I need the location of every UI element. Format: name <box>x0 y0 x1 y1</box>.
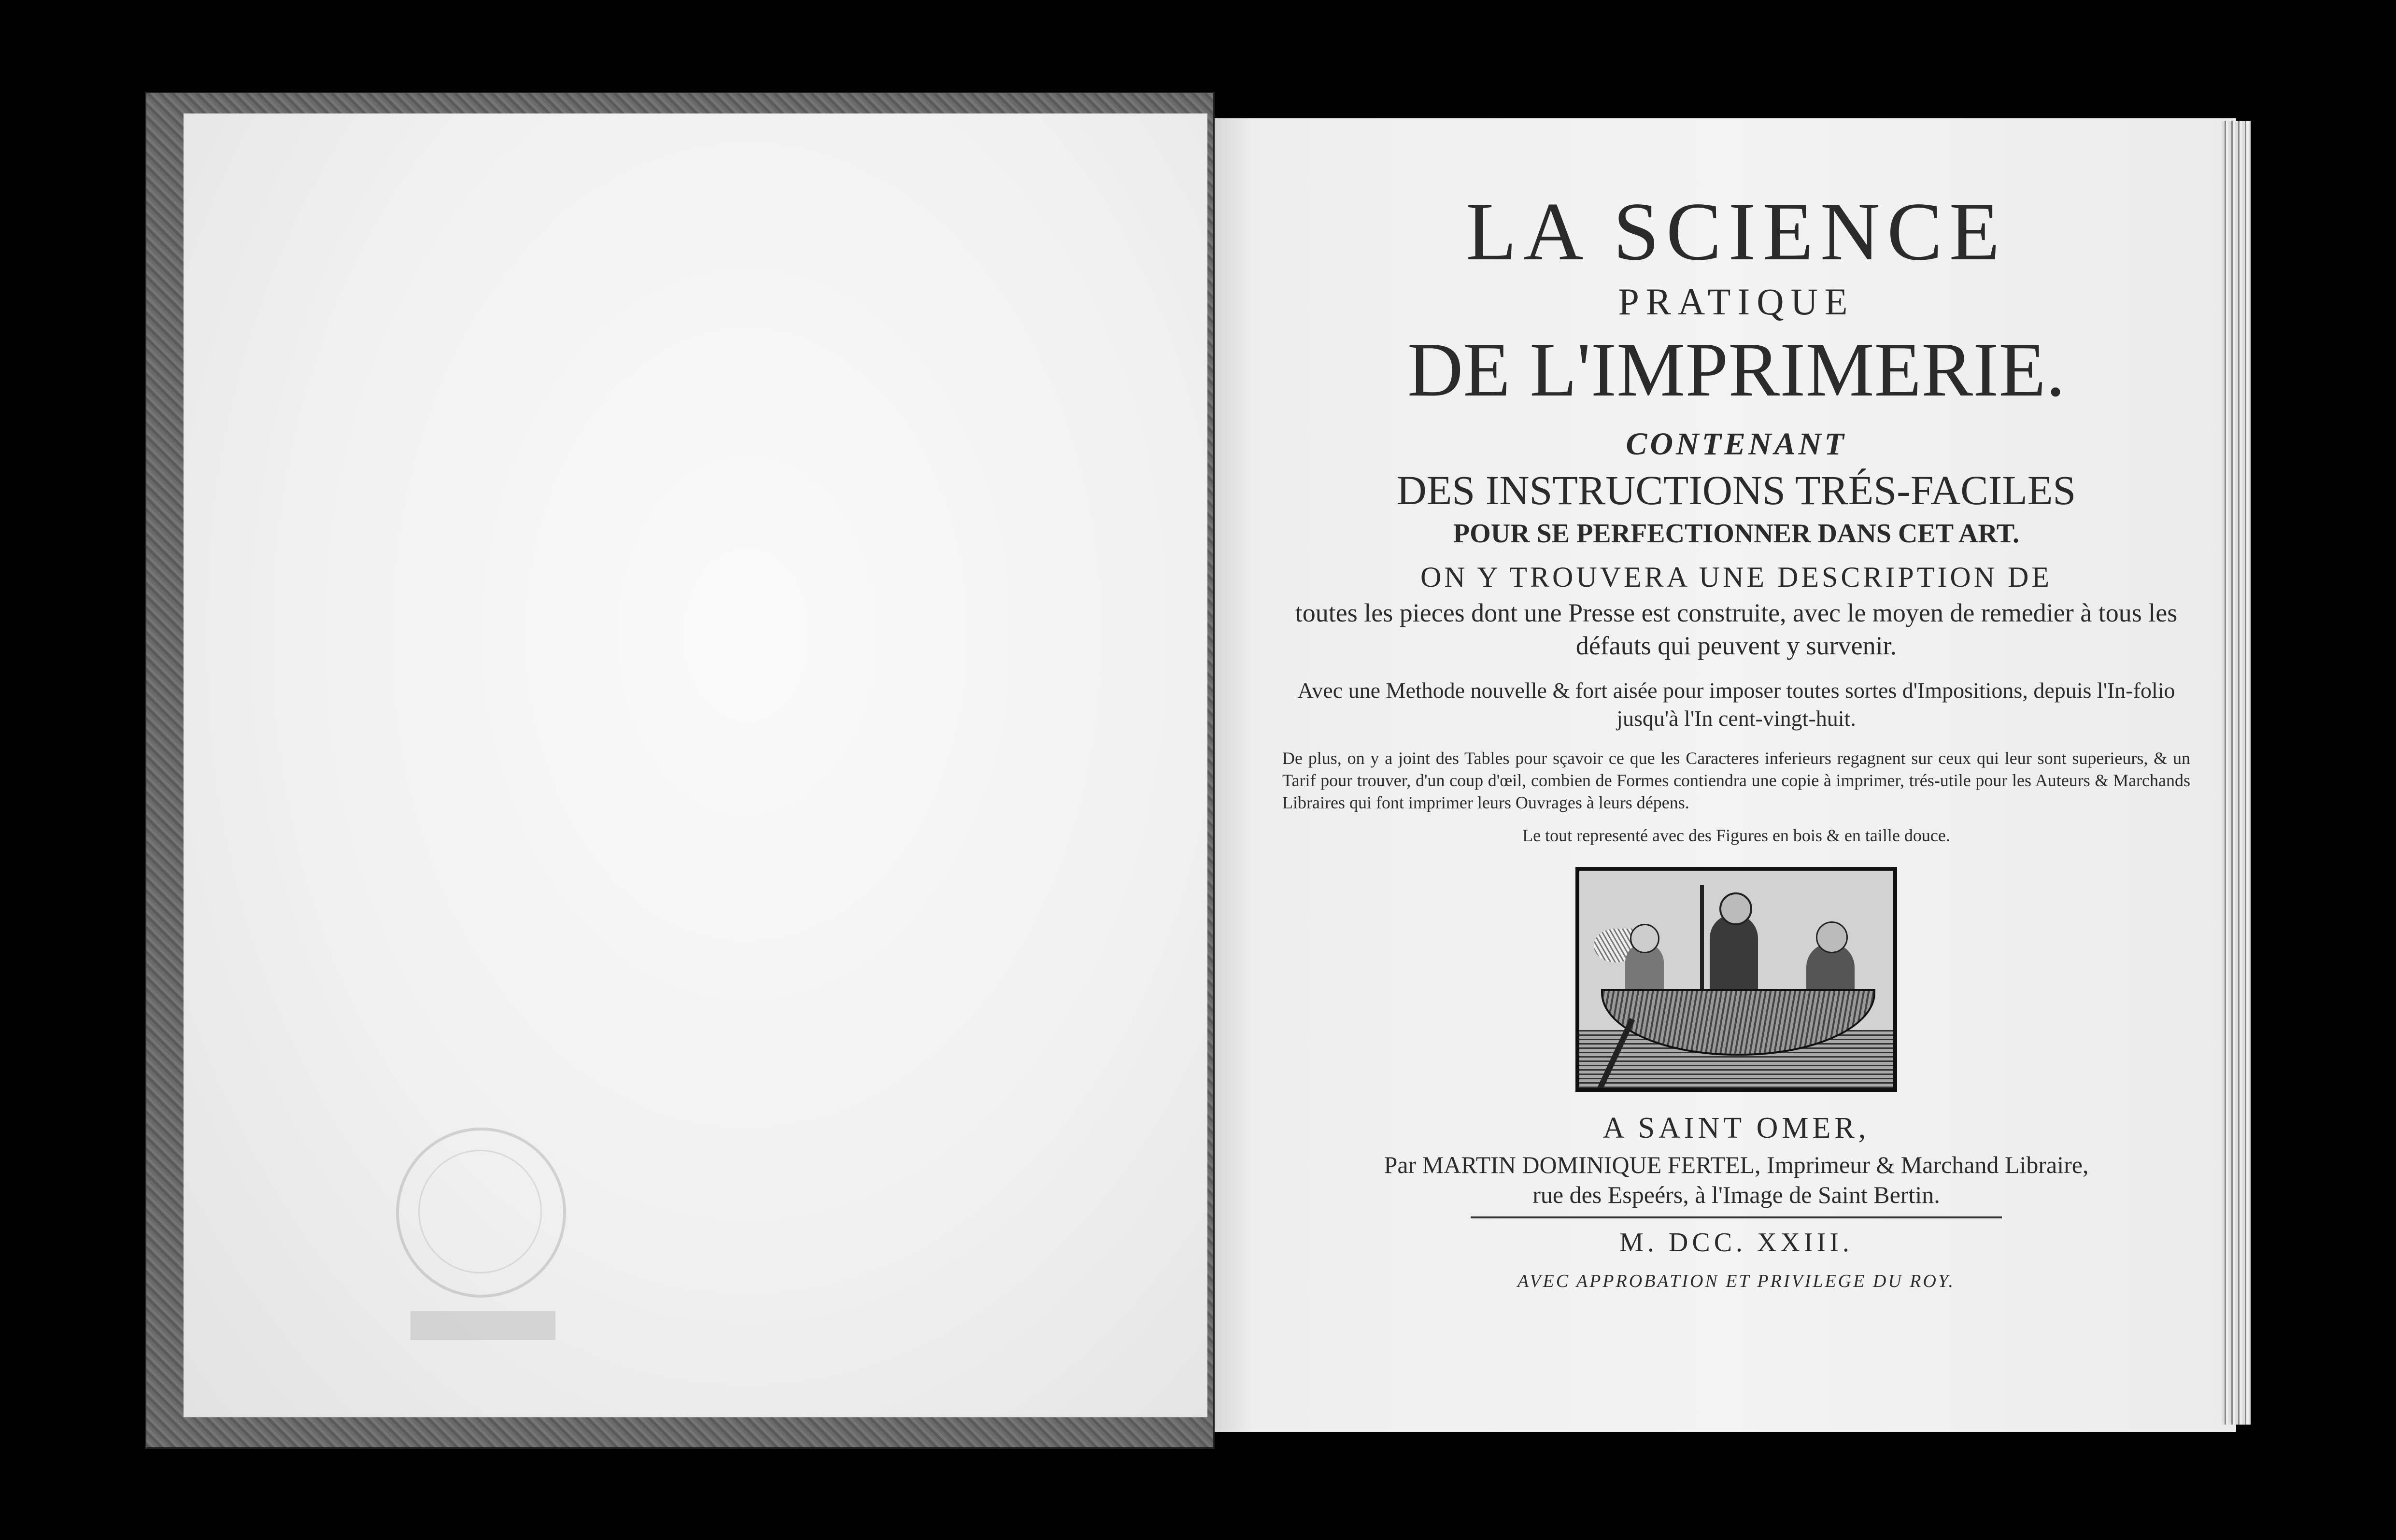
imprint-date: M. DCC. XXIII. <box>1619 1228 1853 1257</box>
woodcut-illustration <box>1575 867 1897 1092</box>
imprint-place: A SAINT OMER, <box>1602 1112 1870 1144</box>
shelfmark-label <box>411 1311 555 1340</box>
page-edges <box>2222 121 2251 1425</box>
title-line-3: DE L'IMPRIMERIE. <box>1407 326 2066 412</box>
title-block <box>1282 186 2190 1296</box>
woodcut-angel-head <box>1630 924 1659 953</box>
description-text: toutes les pieces dont une Presse est construite, avec le moyen de remedier à tous les défauts qui peuvent y survenir. <box>1295 598 2178 660</box>
library-stamp-inner-ring <box>418 1150 542 1273</box>
woodcut-monk-head <box>1816 921 1848 953</box>
methode-text: Avec une Methode nouvelle & fort aisée pour imposer toutes sortes d'Impositions, depuis l'In-folio jusqu'à l'In cent-vingt-huit. <box>1297 678 2175 731</box>
subtitle-instructions: DES INSTRUCTIONS TRÉS-FACILES <box>1396 467 2076 513</box>
library-stamp <box>396 1128 566 1298</box>
subtitle-contenant: CONTENANT <box>1626 426 1847 462</box>
open-book <box>145 92 2255 1449</box>
imprint-address: rue des Espeérs, à l'Image de Saint Bertin. <box>1532 1181 1940 1208</box>
left-endpaper-page <box>184 113 1207 1417</box>
tables-text: De plus, on y a joint des Tables pour sçavoir ce que les Caracteres inferieurs regagnent sur ceux qui leur sont superieurs, & un Tarif pour trouver, d'un coup d'œil, combien de Formes contiendra une copie à imprimer, trés-utile pour les Auteurs & Marchands Libraires qui font imprimer leurs Ouvrages à leurs dépens. <box>1282 749 2190 812</box>
imprint-printer: Par MARTIN DOMINIQUE FERTEL, Imprimeur & Marchand Libraire, <box>1384 1151 2089 1178</box>
woodcut-saint-head <box>1719 892 1752 925</box>
title-line-2: PRATIQUE <box>1618 281 1855 323</box>
left-board-cover <box>145 92 1215 1449</box>
figures-text: Le tout representé avec des Figures en bois & en taille douce. <box>1522 826 1950 845</box>
subtitle-perfectionner: POUR SE PERFECTIONNER DANS CET ART. <box>1453 519 2020 549</box>
privilege-line: AVEC APPROBATION ET PRIVILEGE DU ROY. <box>1517 1271 1956 1291</box>
subtitle-description: ON Y TROUVERA UNE DESCRIPTION DE <box>1420 561 2053 593</box>
imprint-rule <box>1471 1216 2002 1218</box>
title-line-1: LA SCIENCE <box>1466 186 2007 278</box>
title-page <box>1215 118 2236 1432</box>
